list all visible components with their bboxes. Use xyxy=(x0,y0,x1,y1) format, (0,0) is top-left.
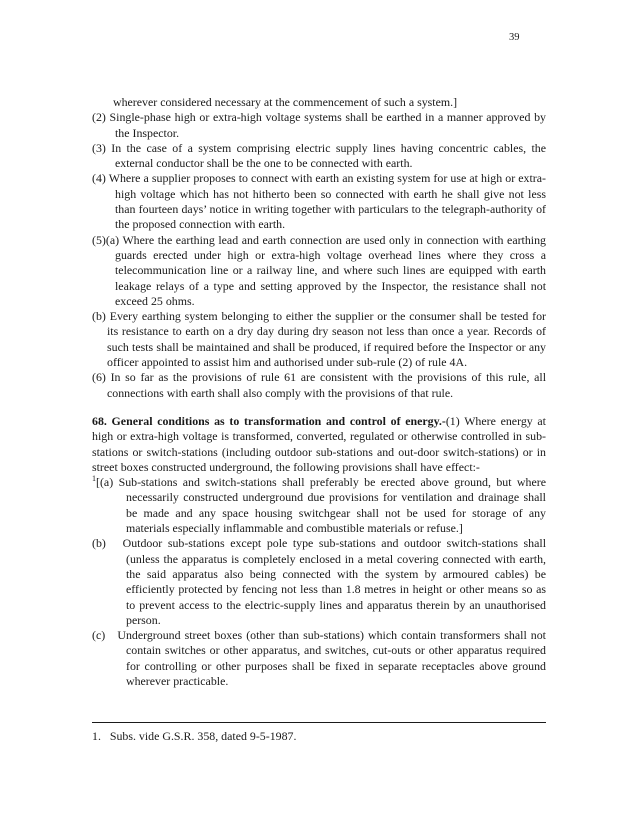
clause-3 xyxy=(92,141,546,172)
document-body xyxy=(92,95,546,689)
rule-68-item-c xyxy=(92,628,546,689)
clause-6 xyxy=(92,370,546,401)
rule-68-item-a xyxy=(92,475,546,536)
item-text: Underground street boxes (other than sub-stations) which contain transformers shall not contain switches or other apparatus, and switches, cut-outs or other apparatus required for controlling or other purposes shall be fixed in separate receptacles above ground wherever practicable. xyxy=(117,628,546,688)
clause-text: Single-phase high or extra-high voltage systems shall be earthed in a manner approved by the Inspector. xyxy=(109,110,546,140)
clause-text: Where a supplier proposes to connect with earth an existing system for use at high or extra-high voltage which has not hitherto been so connected with earth he shall give not less than fourteen days’ notice in writing together with particulars to the telegraph-authority of the proposed connection with earth. xyxy=(108,171,546,232)
clause-5b xyxy=(92,309,546,370)
footnote-divider xyxy=(92,722,546,723)
clause-text: In the case of a system comprising electric supply lines having concentric cables, the external conductor shall be the one to be connected with earth. xyxy=(111,140,546,171)
clause-label: (6) xyxy=(92,370,106,385)
footnote-label: 1. xyxy=(92,729,101,743)
clause-text: In so far as the provisions of rule 61 are consistent with the provisions of this rule, all connections with earth shall also comply with the provisions of that rule. xyxy=(107,370,546,400)
rule-68-intro xyxy=(92,414,546,475)
clause-label: (b) xyxy=(92,309,106,324)
item-label: (b) xyxy=(92,536,106,551)
rule-68-intro-text: (1) Where energy at high or extra-high voltage is transformed, converted, regulated or otherwise controlled in sub-stations or switch-stations (including outdoor sub-stations and out-door switch-stations) or in street boxes constructed underground, the following provisions shall have effect:- xyxy=(92,413,546,474)
carryover-line: wherever considered necessary at the commencement of such a system.] xyxy=(113,95,458,109)
clause-4 xyxy=(92,171,546,232)
clause-label: (3) xyxy=(92,140,106,155)
clause-label: (5)(a) xyxy=(92,232,120,247)
rule-68-heading: 68. General conditions as to transformation and control of energy.- xyxy=(92,413,446,428)
clause-label: (2) xyxy=(92,110,106,125)
item-text: Outdoor sub-stations except pole type sub-stations and outdoor switch-stations shall (unless the apparatus is completely enclosed in a metal covering connected with earth, the said apparatus also being connected with the system by armoured cables) be efficiently protected by fencing not less than 1.8 metres in height or other means so as to prevent access to the electric-supply lines and apparatus therein by an unauthorised person. xyxy=(122,536,546,627)
clause-2 xyxy=(92,110,546,141)
footnote-text: Subs. vide G.S.R. 358, dated 9-5-1987. xyxy=(109,729,297,743)
rule-68-item-b xyxy=(92,536,546,628)
clause-text: Where the earthing lead and earth connection are used only in connection with earthing guards erected under high or extra-high voltage overhead lines where they cross a telecommunication line or a railway line, and where such lines are equipped with earth leakage relays of a type and setting approved by the Inspector, the resistance shall not exceed 25 ohms. xyxy=(115,232,546,308)
page-number: 39 xyxy=(509,32,520,43)
clause-5a xyxy=(92,233,546,309)
item-text: Sub-stations and switch-stations shall preferably be erected above ground, but where necessarily constructed underground due provisions for ventilation and drainage shall be made and any space housing switchgear shall not be used for storage of any materials especially inflammable and combustible materials or refuse.] xyxy=(118,475,546,536)
clause-label: (4) xyxy=(92,171,106,186)
item-label: (c) xyxy=(92,628,106,643)
footnote-marker: 1 xyxy=(92,474,96,484)
clause-text: Every earthing system belonging to either the supplier or the consumer shall be tested for its resistance to earth on a dry day during dry season not less than once a year. Records of such tests shall be maintained and shall be produced, if required before the Inspector or any officer appointed to assist him and authorised under sub-rule (2) of rule 4A. xyxy=(107,309,546,370)
footnote xyxy=(92,729,296,744)
item-label: [(a) xyxy=(96,475,114,490)
